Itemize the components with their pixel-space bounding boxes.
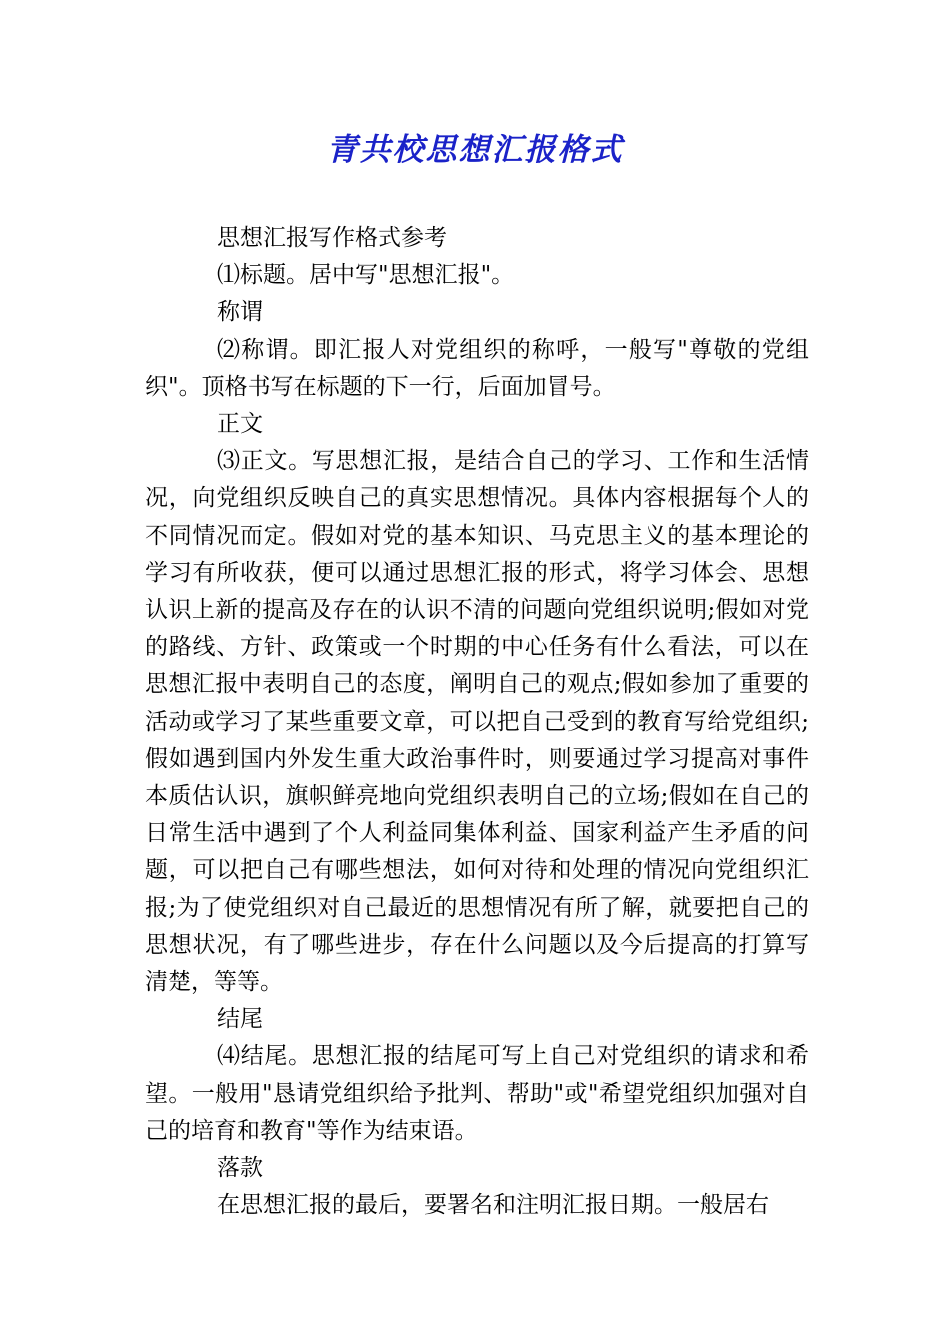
section-heading-salutation: 称谓 [217,299,263,326]
section-heading-body: 正文 [217,411,263,438]
document-title: 青共校思想汇报格式 [326,132,624,168]
paragraph-salutation-rule: ⑵称谓。即汇报人对党组织的称呼，一般写"尊敬的党组织"。顶格书写在标题的下一行，后面加冒号。 [145,336,809,400]
paragraph-ending-rule: ⑷结尾。思想汇报的结尾可写上自己对党组织的请求和希望。一般用"恳请党组织给予批判、帮助"或"希望党组织加强对自己的培育和教育"等作为结束语。 [145,1043,809,1144]
paragraph-title-rule: ⑴标题。居中写"思想汇报"。 [217,262,515,289]
section-heading-ending: 结尾 [217,1006,263,1033]
paragraph-body-rule: ⑶正文。写思想汇报，是结合自己的学习、工作和生活情况，向党组织反映自己的真实思想情况。具体内容根据每个人的不同情况而定。假如对党的基本知识、马克思主义的基本理论的学习有所收获，便可以通过思想汇报的形式，将学习体会、思想认识上新的提高及存在的认识不清的问题向党组织说明;假如对党的路线、方针、政策或一个时期的中心任务有什么看法，可以在思想汇报中表明自己的态度，阐明自己的观点;假如参加了重要的活动或学习了某些重要文章，可以把自己受到的教育写给党组织;假如遇到国内外发生重大政治事件时，则要通过学习提高对事件本质估认识，旗帜鲜亮地向党组织表明自己的立场;假如在自己的日常生活中遇到了个人利益同集体利益、国家利益产生矛盾的问题，可以把自己有哪些想法，如何对待和处理的情况向党组织汇报;为了使党组织对自己最近的思想情况有所了解，就要把自己的思想状况，有了哪些进步，存在什么问题以及今后提高的打算写清楚，等等。 [145,448,809,996]
paragraph-signature-rule: 在思想汇报的最后，要署名和注明汇报日期。一般居右 [217,1192,769,1219]
document-body [145,220,809,1224]
paragraph-intro: 思想汇报写作格式参考 [217,225,447,251]
section-heading-signature: 落款 [217,1155,263,1182]
